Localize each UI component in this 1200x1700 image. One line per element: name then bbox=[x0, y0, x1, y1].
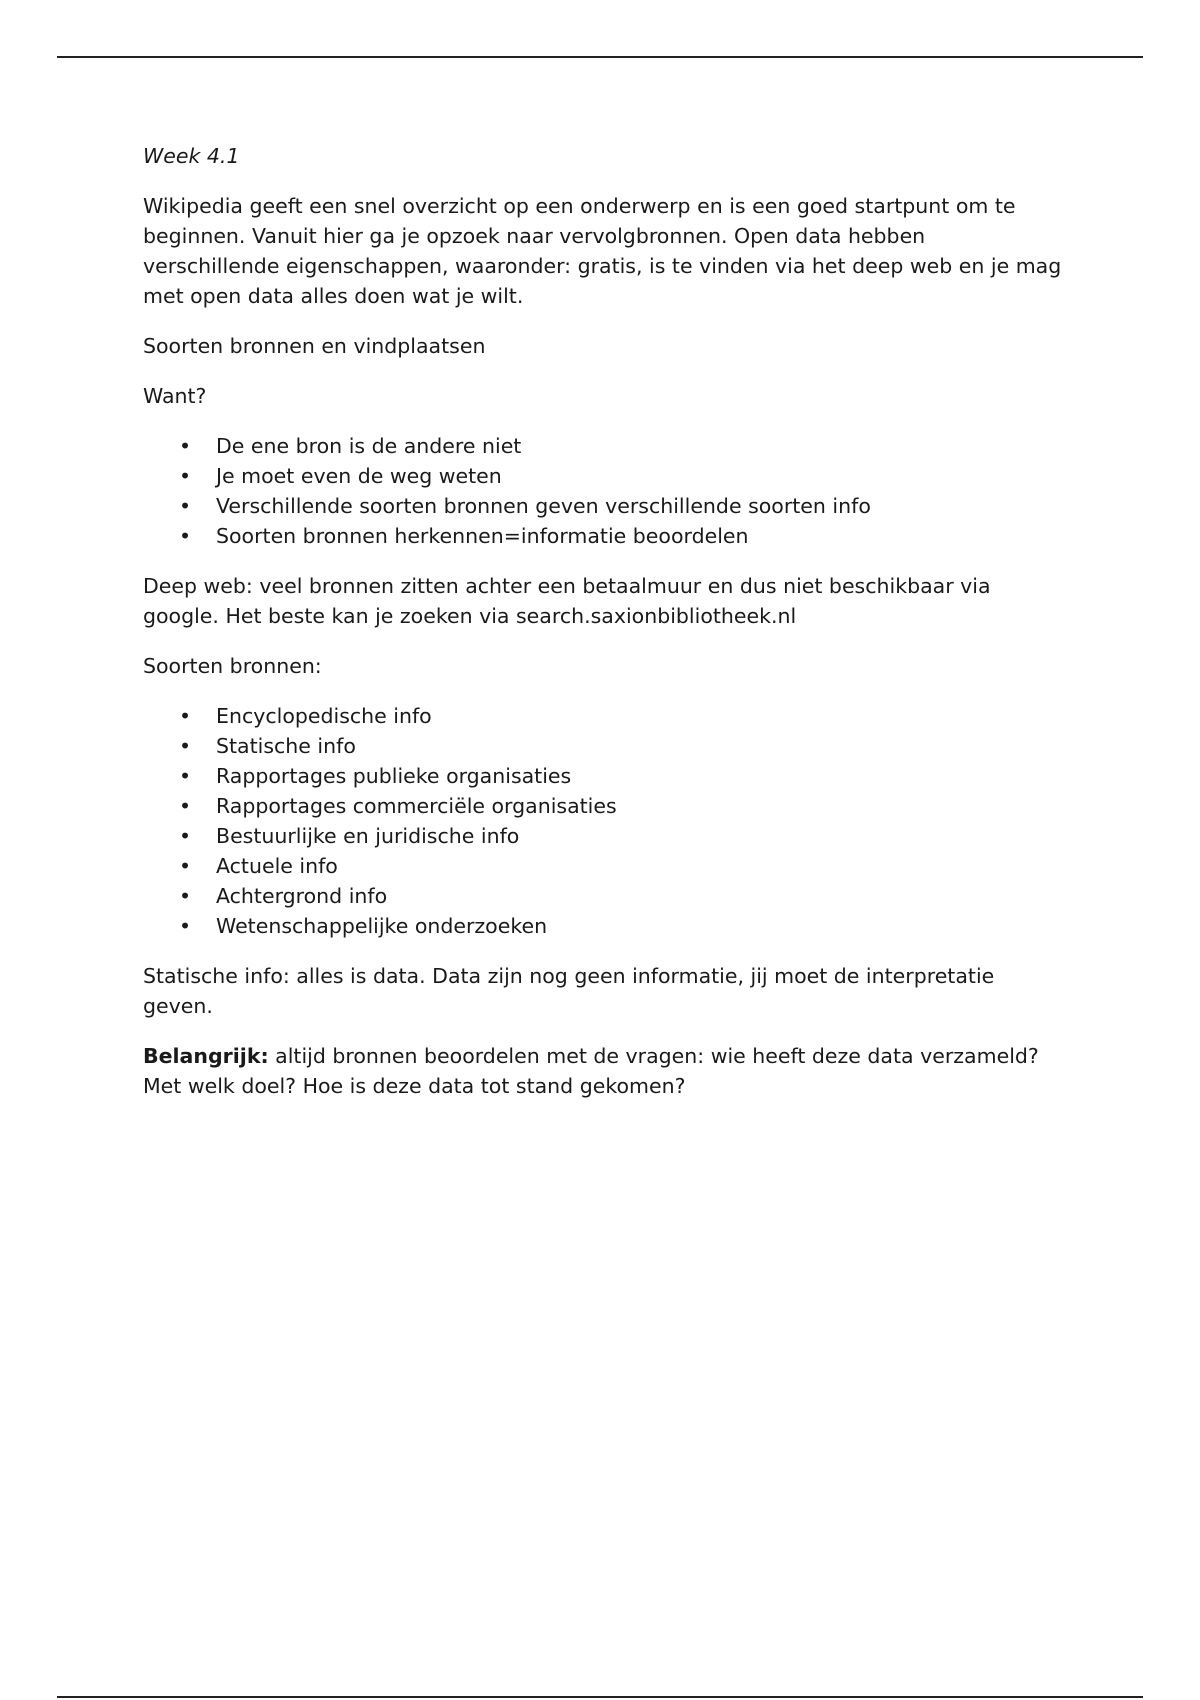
source-types-list bbox=[143, 701, 1063, 941]
list-item bbox=[143, 791, 1063, 821]
list-item bbox=[143, 431, 1063, 461]
list-item bbox=[143, 761, 1063, 791]
bullet-icon: • bbox=[179, 464, 192, 488]
list-item-text: Achtergrond info bbox=[216, 884, 388, 908]
list-item bbox=[143, 701, 1063, 731]
bullet-icon: • bbox=[179, 494, 192, 518]
bullet-icon: • bbox=[179, 914, 192, 938]
list-item-text: Statische info bbox=[216, 734, 356, 758]
bullet-icon: • bbox=[179, 764, 192, 788]
header-rule bbox=[57, 56, 1143, 58]
intro-paragraph: Wikipedia geeft een snel overzicht op een onderwerp en is een goed startpunt om te beginnen. Vanuit hier ga je opzoek naar vervolgbronnen. Open data hebben verschillende eigenschappen, waaronder: gratis, is te vinden via het deep web en je mag met open data alles doen wat je wilt. bbox=[143, 194, 1062, 308]
bullet-icon: • bbox=[179, 434, 192, 458]
list-item bbox=[143, 491, 1063, 521]
important-paragraph bbox=[143, 1041, 1063, 1101]
section-heading: Soorten bronnen en vindplaatsen bbox=[143, 334, 486, 358]
list-item bbox=[143, 851, 1063, 881]
list-item-text: Encyclopedische info bbox=[216, 704, 432, 728]
list-item-text: De ene bron is de andere niet bbox=[216, 434, 522, 458]
document-body bbox=[143, 141, 1063, 1121]
bullet-icon: • bbox=[179, 704, 192, 728]
list-item bbox=[143, 881, 1063, 911]
list-item-text: Je moet even de weg weten bbox=[216, 464, 502, 488]
source-types-label: Soorten bronnen: bbox=[143, 654, 322, 678]
week-title: Week 4.1 bbox=[143, 144, 240, 168]
list-item-text: Verschillende soorten bronnen geven verschillende soorten info bbox=[216, 494, 871, 518]
list-item-text: Actuele info bbox=[216, 854, 338, 878]
important-text: altijd bronnen beoordelen met de vragen: wie heeft deze data verzameld? Met welk doel? Hoe is deze data tot stand gekomen? bbox=[143, 1044, 1039, 1098]
bullet-icon: • bbox=[179, 524, 192, 548]
important-label: Belangrijk: bbox=[143, 1044, 269, 1068]
bullet-icon: • bbox=[179, 854, 192, 878]
deep-web-paragraph: Deep web: veel bronnen zitten achter een betaalmuur en dus niet beschikbaar via google. Het beste kan je zoeken via search.saxionbibliotheek.nl bbox=[143, 574, 991, 628]
list-item bbox=[143, 521, 1063, 551]
want-label: Want? bbox=[143, 384, 207, 408]
bullet-icon: • bbox=[179, 734, 192, 758]
list-item bbox=[143, 731, 1063, 761]
list-item-text: Wetenschappelijke onderzoeken bbox=[216, 914, 548, 938]
list-item-text: Rapportages publieke organisaties bbox=[216, 764, 572, 788]
bullet-icon: • bbox=[179, 884, 192, 908]
static-info-paragraph: Statische info: alles is data. Data zijn nog geen informatie, jij moet de interpretatie geven. bbox=[143, 964, 995, 1018]
bullet-icon: • bbox=[179, 824, 192, 848]
list-item bbox=[143, 821, 1063, 851]
list-item bbox=[143, 911, 1063, 941]
list-item-text: Rapportages commerciële organisaties bbox=[216, 794, 617, 818]
footer-rule bbox=[57, 1696, 1143, 1698]
bullet-icon: • bbox=[179, 794, 192, 818]
reasons-list bbox=[143, 431, 1063, 551]
list-item bbox=[143, 461, 1063, 491]
list-item-text: Bestuurlijke en juridische info bbox=[216, 824, 520, 848]
list-item-text: Soorten bronnen herkennen=informatie beoordelen bbox=[216, 524, 749, 548]
